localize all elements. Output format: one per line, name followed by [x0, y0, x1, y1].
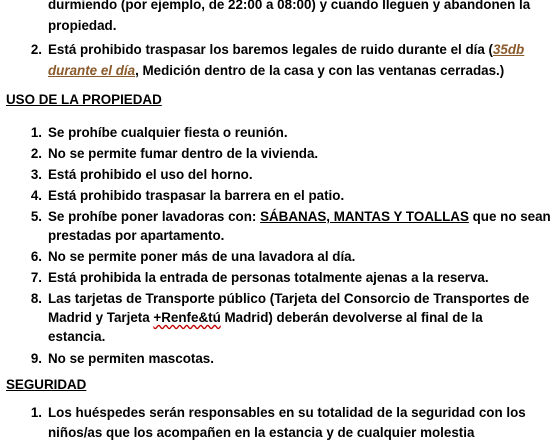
uso-item-5-text-a: Se prohíbe poner lavadoras con:: [48, 209, 261, 224]
top-item2-line1: [48, 41, 524, 59]
top-item2-line2-text: , Medición dentro de la casa y con las ventanas cerradas.): [135, 63, 505, 78]
seguridad-item-1-line1: Los huéspedes serán responsables en su totalidad de la seguridad con los: [48, 405, 526, 420]
uso-item-8-text-c: Madrid) deberán devolverse al final de la: [220, 310, 483, 325]
uso-item-6: No se permite poner más de una lavadora al día.: [48, 249, 356, 264]
top-item2-line1-text: Está prohibido traspasar los baremos legales de ruido durante el día (: [48, 42, 493, 57]
top-item2-durante: durante el día: [48, 63, 136, 78]
top-item2-35db: 35db: [492, 42, 525, 57]
seguridad-item-1-line2: niños/as que los acompañen en la estancia y de cualquier molestia: [48, 425, 475, 440]
seguridad-heading: SEGURIDAD: [6, 377, 87, 392]
uso-item-9: No se permiten mascotas.: [48, 351, 214, 366]
uso-item-5-emphasis: SÁBANAS, MANTAS Y TOALLAS: [260, 209, 469, 224]
uso-item-2: No se permite fumar dentro de la vivienda.: [48, 146, 319, 161]
uso-item-1-number: 1.: [30, 125, 42, 140]
uso-item-5-text-c: que no sean: [468, 209, 551, 224]
seguridad-item-1-number: 1.: [30, 405, 42, 420]
uso-item-7-number: 7.: [30, 270, 42, 285]
uso-item-4-number: 4.: [30, 188, 42, 203]
uso-item-8-line3: estancia.: [48, 329, 106, 344]
uso-item-6-number: 6.: [30, 249, 42, 264]
uso-item-4: Está prohibido traspasar la barrera en el patio.: [48, 188, 345, 203]
uso-item-2-number: 2.: [30, 146, 42, 161]
uso-item-8-text-a: Madrid y Tarjeta: [48, 310, 154, 325]
uso-item-8-line1: Las tarjetas de Transporte público (Tarjeta del Consorcio de Transportes de: [48, 291, 530, 306]
uso-item-7: Está prohibida la entrada de personas totalmente ajenas a la reserva.: [48, 270, 489, 285]
uso-item-8-renfe: +Renfe&tú: [153, 310, 221, 325]
uso-item-5-line1: [48, 208, 551, 226]
uso-heading: USO DE LA PROPIEDAD: [6, 92, 162, 107]
uso-item-8-number: 8.: [30, 291, 42, 306]
uso-item-3-number: 3.: [30, 167, 42, 182]
top-item2-number: 2.: [30, 42, 42, 57]
uso-item-5-number: 5.: [30, 209, 42, 224]
uso-item-1: Se prohíbe cualquier fiesta o reunión.: [48, 125, 288, 140]
top-item1-line1: durmiendo (por ejemplo, de 22:00 a 08:00) y cuando lleguen y abandonen la: [48, 0, 531, 12]
uso-item-8-line2: [48, 309, 483, 327]
top-item2-line2: [48, 62, 504, 80]
top-item1-line2: propiedad.: [48, 18, 117, 33]
uso-item-5-line2: prestadas por apartamento.: [48, 228, 225, 243]
uso-item-9-number: 9.: [30, 351, 42, 366]
uso-item-3: Está prohibido el uso del horno.: [48, 167, 253, 182]
